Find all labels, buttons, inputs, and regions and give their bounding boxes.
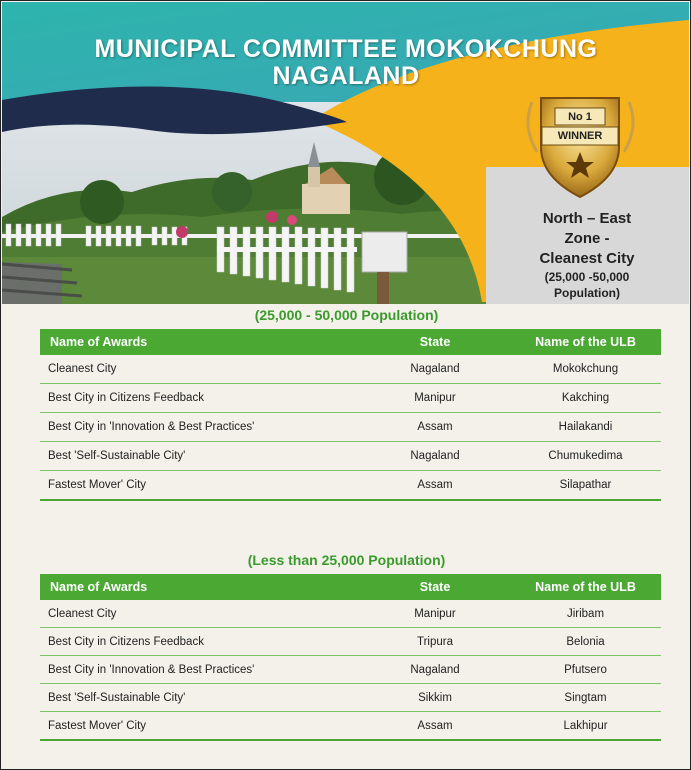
award-name: Cleanest City [40, 600, 360, 628]
zone-caption [502, 209, 672, 301]
col-header-award: Name of Awards [40, 329, 360, 355]
table-row [40, 712, 661, 741]
state: Tripura [360, 628, 510, 656]
state: Manipur [360, 600, 510, 628]
col-header-ulb: Name of the ULB [510, 574, 661, 600]
awards-table-small-population [40, 574, 661, 741]
title-line1: MUNICIPAL COMMITTEE MOKOKCHUNG [94, 35, 598, 63]
state: Nagaland [360, 355, 510, 384]
col-header-state: State [360, 329, 510, 355]
page-title [22, 36, 670, 90]
zone-line3: Cleanest City [539, 250, 635, 267]
award-name: Best City in Citizens Feedback [40, 384, 360, 413]
table-row [40, 355, 661, 384]
ulb-name: Lakhipur [510, 712, 661, 741]
section-title-mid-population: (25,000 - 50,000 Population) [254, 307, 439, 323]
badge-label: WINNER [557, 130, 603, 142]
section-title-small-population: (Less than 25,000 Population) [247, 552, 446, 568]
ulb-name: Singtam [510, 684, 661, 712]
award-name: Best 'Self-Sustainable City' [40, 684, 360, 712]
col-header-award: Name of Awards [40, 574, 360, 600]
table-row [40, 684, 661, 712]
state: Sikkim [360, 684, 510, 712]
ulb-name: Jiribam [510, 600, 661, 628]
table-row [40, 413, 661, 442]
zone-line2: Zone - [564, 230, 610, 247]
ulb-name: Pfutsero [510, 656, 661, 684]
state: Nagaland [360, 656, 510, 684]
col-header-ulb: Name of the ULB [510, 329, 661, 355]
awards-table-mid-population [40, 329, 661, 501]
table-row [40, 628, 661, 656]
award-name: Fastest Mover' City [40, 712, 360, 741]
award-name: Fastest Mover' City [40, 471, 360, 501]
zone-pop1: (25,000 -50,000 [544, 270, 630, 284]
table-header [40, 574, 661, 600]
ulb-name: Kakching [510, 384, 661, 413]
table-row [40, 600, 661, 628]
title-line2: NAGALAND [272, 62, 420, 90]
zone-line1: North – East [542, 210, 632, 227]
award-name: Best City in 'Innovation & Best Practices' [40, 656, 360, 684]
col-header-state: State [360, 574, 510, 600]
state: Manipur [360, 384, 510, 413]
ulb-name: Chumukedima [510, 442, 661, 471]
ulb-name: Belonia [510, 628, 661, 656]
state: Assam [360, 471, 510, 501]
badge-rank: No 1 [568, 111, 592, 123]
award-name: Best 'Self-Sustainable City' [40, 442, 360, 471]
award-name: Cleanest City [40, 355, 360, 384]
table-row [40, 471, 661, 501]
table-row [40, 384, 661, 413]
header-banner [2, 2, 689, 304]
award-name: Best City in Citizens Feedback [40, 628, 360, 656]
state: Assam [360, 413, 510, 442]
table-row [40, 656, 661, 684]
ulb-name: Silapathar [510, 471, 661, 501]
ulb-name: Hailakandi [510, 413, 661, 442]
state: Assam [360, 712, 510, 741]
zone-pop2: Population) [554, 286, 620, 300]
state: Nagaland [360, 442, 510, 471]
award-name: Best City in 'Innovation & Best Practices' [40, 413, 360, 442]
table-row [40, 442, 661, 471]
ulb-name: Mokokchung [510, 355, 661, 384]
table-header [40, 329, 661, 355]
